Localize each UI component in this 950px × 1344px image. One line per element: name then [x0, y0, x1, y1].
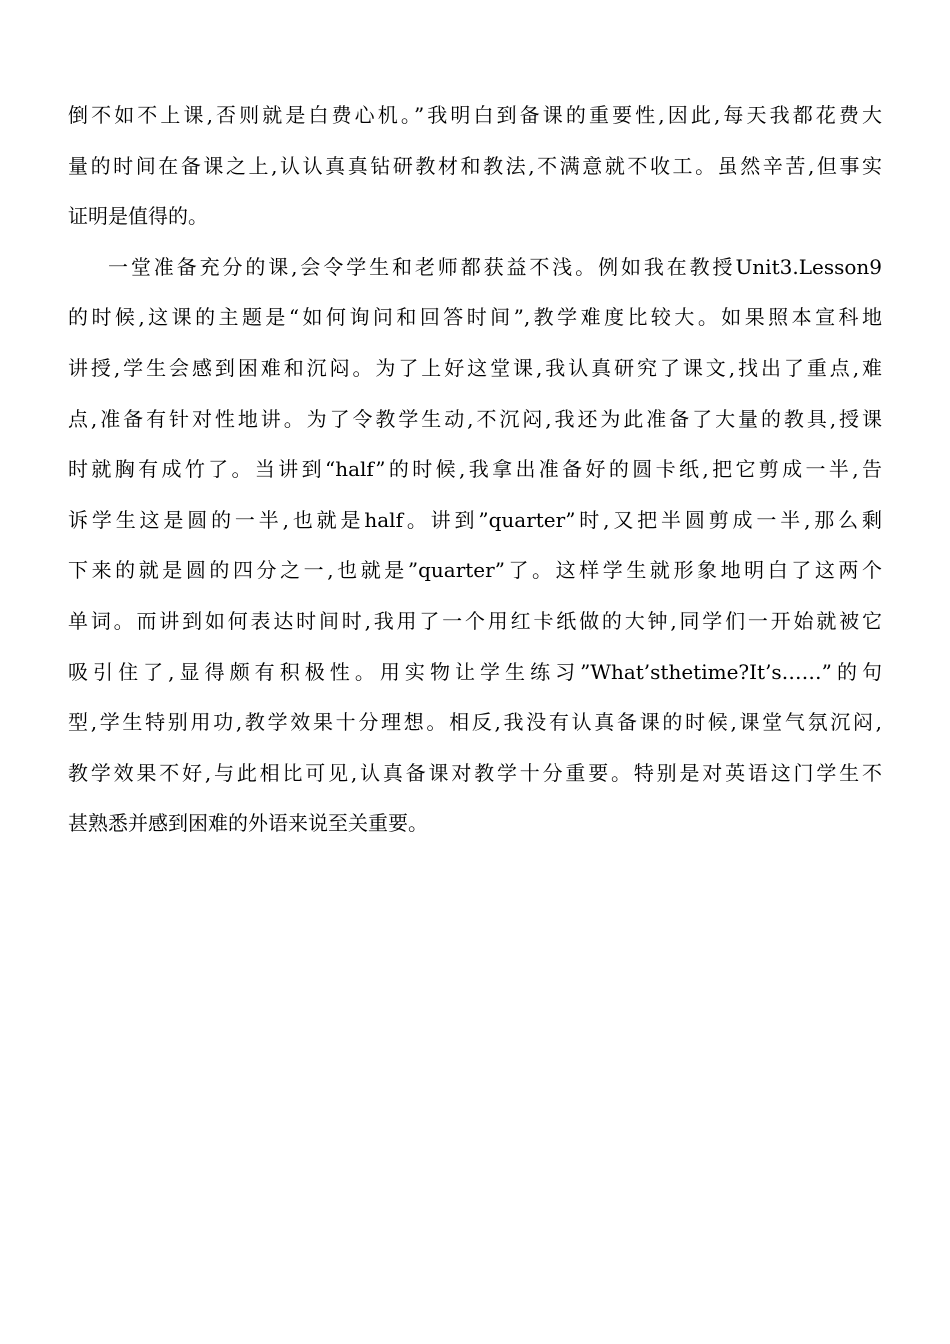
text-line: 下来的就是圆的四分之一,也就是”quarter”了。这样学生就形象地明白了这两个 [68, 558, 882, 583]
text-line: 教学效果不好,与此相比可见,认真备课对教学十分重要。特别是对英语这门学生不 [68, 760, 882, 785]
text-line: 吸引住了,显得颇有积极性。用实物让学生练习”What’sthetime?It’s……”的句 [68, 659, 882, 684]
text-line: 一堂准备充分的课,会令学生和老师都获益不浅。例如我在教授Unit3.Lesson9 [108, 254, 882, 279]
text-line: 证明是值得的。 [68, 204, 208, 229]
text-line: 点,准备有针对性地讲。为了令教学生动,不沉闷,我还为此准备了大量的教具,授课 [68, 406, 882, 431]
paragraph-1 [68, 90, 882, 242]
text-line: 时就胸有成竹了。当讲到“half”的时候,我拿出准备好的圆卡纸,把它剪成一半,告 [68, 457, 882, 482]
text-line: 甚熟悉并感到困难的外语来说至关重要。 [68, 811, 428, 836]
text-line: 的时候,这课的主题是“如何询问和回答时间”,教学难度比较大。如果照本宣科地 [68, 305, 882, 330]
text-line: 倒不如不上课,否则就是白费心机。”我明白到备课的重要性,因此,每天我都花费大 [68, 103, 882, 127]
text-line: 讲授,学生会感到困难和沉闷。为了上好这堂课,我认真研究了课文,找出了重点,难 [68, 355, 882, 380]
paragraph-2 [68, 242, 882, 849]
text-line: 单词。而讲到如何表达时间时,我用了一个用红卡纸做的大钟,同学们一开始就被它 [68, 608, 882, 633]
document-body [68, 90, 882, 849]
text-line: 型,学生特别用功,教学效果十分理想。相反,我没有认真备课的时候,课堂气氛沉闷, [68, 710, 882, 735]
text-line: 量的时间在备课之上,认认真真钻研教材和教法,不满意就不收工。虽然辛苦,但事实 [68, 153, 882, 178]
text-line: 诉学生这是圆的一半,也就是half。讲到”quarter”时,又把半圆剪成一半,那么剩 [68, 507, 882, 532]
